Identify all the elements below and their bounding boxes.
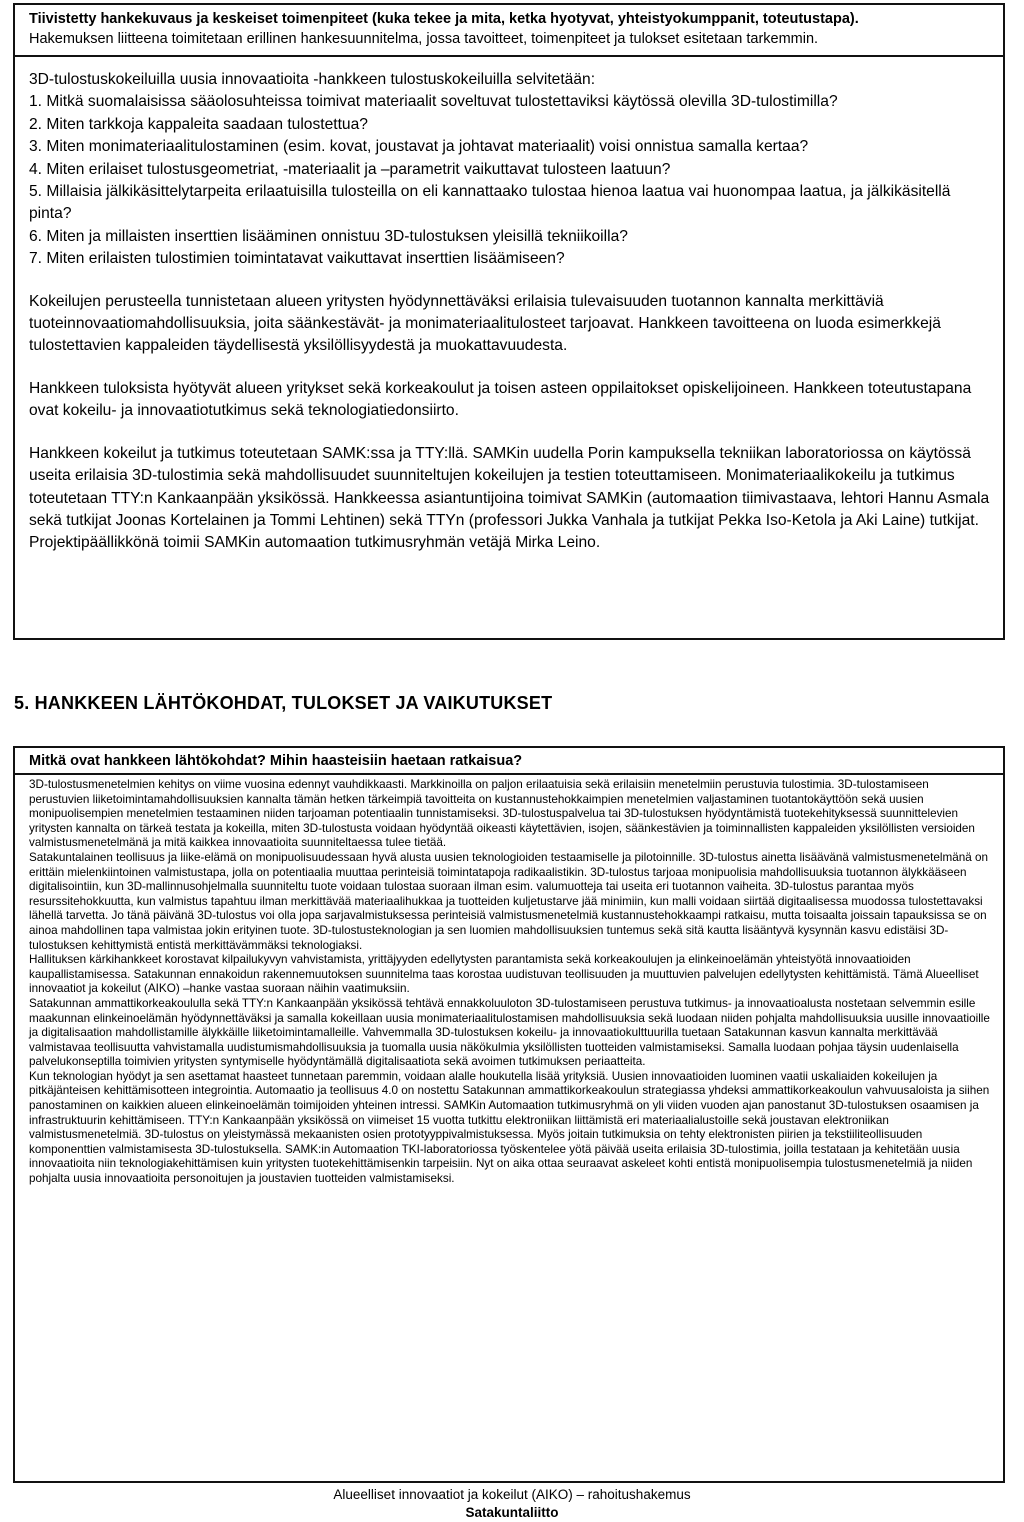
section5-paragraph: 3D-tulostusmenetelmien kehitys on viime vuosina edennyt vauhdikkaasti. Markkinoilla on paljon erilaatuisia sekä erilaisiin menetelmiin perustuvia tulostimia. 3D-tulostamiseen perustuvien liiketoimintamahdollisuuksien kannalta tämän hetken tärkeimpiä tavoitteita on kustannustehokkaimpien menetelmien valjastaminen tuotantokäyttöön sekä uusien monipuolisempien menetelmien testaaminen niiden tarjoaman potentiaalin tunnistamiseksi. 3D-tulostuspalvelua tai 3D-tulostuksen hyödyntämistä tuotekehityksessä suunnittelevien yritysten kannalta on tärkeä testata ja kokeilla, miten 3D-tulostusta voidaan hyödyntää oikeasti käytettävien, isojen, säänkestävien ja toiminnallisten kappaleiden yksilöllisten versioiden valmistusmenetelmänä ja mitä kaikkea innovaatioita suunniteltaessa tulee tietää.: [29, 778, 975, 850]
summary-header: [15, 5, 1003, 57]
question-item: 6. Miten ja millaisten inserttien lisääminen onnistuu 3D-tulostuksen yleisillä tekniikoilla?: [29, 227, 628, 245]
section-heading: 5. HANKKEEN LÄHTÖKOHDAT, TULOKSET JA VAIKUTUKSET: [14, 693, 553, 713]
summary-subtitle: Hakemuksen liitteena toimitetaan erillinen hankesuunnitelma, jossa tavoitteet, toimenpiteet ja tulokset esitetaan tarkemmin.: [29, 31, 819, 47]
section5-paragraph: Satakunnan ammattikorkeakoululla sekä TTY:n Kankaanpään yksikössä tehtävä ennakkoluuloton 3D-tulostamiseen perustuva tutkimus- ja innovaatioalusta nostetaan selvemmin esille maakunnan elinkeinoelämän hyödynnettäväksi ja samalla kokeillaan uusia monimateriaalitulostamisen mahdollisuuksia sekä luodaan niiden pohjalta mahdollisuuksia uusille innovaatioille ja digitalisaation mahdollistamille älykkäille liiketoimintamalleille. Vahvemmalla 3D-tulostuksen kokeilu- ja innovaatiokulttuurilla tuetaan Satakunnan kasvun kannalta merkittävää valmistavaa teollisuutta vahvistamalla uudistumismahdollisuuksia ja tuomalla uusia näkökulmia yksilöllisten tuotteiden valmistamiseksi. Samalla luodaan pohjaa täysin uudenlaisella palvelukonseptilla toimivien yritysten syntymiselle hyödyntämällä digitalisaatiota sekä avoimen tutkimuksen periaatteita.: [29, 996, 990, 1069]
summary-body: [29, 69, 995, 555]
summary-box: [13, 3, 1005, 640]
question-item: 3. Miten monimateriaalitulostaminen (esim. kovat, joustavat ja johtavat materiaalit) voisi onnistua samalla kertaa?: [29, 138, 809, 156]
summary-paragraph: Hankkeen kokeilut ja tutkimus toteutetaan SAMK:ssa ja TTY:llä. SAMKin uudella Porin kampuksella tekniikan laboratoriossa on käytössä useita erilaisia 3D-tulostimia sekä mahdollisuudet suunniteltujen kokeilujen ja testien toteuttamiseen. Monimateriaalikokeilu ja tutkimus toteutetaan TTY:n Kankaanpään yksikössä. Hankkeessa asiantuntijoina toimivat SAMKin (automaation tiimivastaava, lehtori Hannu Asmala sekä tutkijat Joonas Kortelainen ja Tommi Lehtinen) sekä TTYn (professori Jukka Vanhala ja tutkijat Pekka Iso-Ketola ja Aki Laine) tutkijat. Projektipäällikkönä toimii SAMKin automaation tutkimusryhmän vetäjä Mirka Leino.: [29, 444, 990, 552]
question-item: 1. Mitkä suomalaisissa sääolosuhteissa toimivat materiaalit soveltuvat tulostettaviksi käytössä olevilla 3D-tulostimilla?: [29, 93, 838, 111]
summary-paragraph: Hankkeen tuloksista hyötyvät alueen yritykset sekä korkeakoulut ja toisen asteen oppilaitokset opiskelijoineen. Hankkeen toteutustapana ovat kokeilu- ja innovaatiotutkimus sekä teknologiatiedonsiirto.: [29, 379, 972, 420]
section5-paragraph: Hallituksen kärkihankkeet korostavat kilpailukyvyn vahvistamista, yrittäjyyden edellytysten parantamista sekä korkeakoulujen ja elinkeinoelämän yhteistyötä innovaatioiden kaupallistamisessa. Satakunnan ennakoidun rakennemuutoksen suunnitelma taas korostaa uudistuvan teollisuuden ja muuttuvien palvelujen edellytysten kehittämistä. Tämä Alueelliset innovaatiot ja kokeilut (AIKO) –hanke vastaa suoraan näihin vaatimuksiin.: [29, 953, 979, 996]
section5-body: [29, 778, 991, 1187]
page-footer: [0, 1486, 1024, 1522]
question-item: 7. Miten erilaisten tulostimien toimintatavat vaikuttavat inserttien lisäämiseen?: [29, 250, 565, 268]
question-item: 4. Miten erilaiset tulostusgeometriat, -materiaalit ja –parametrit vaikuttavat tulosteen laatuun?: [29, 160, 671, 178]
section5-paragraph: Satakuntalainen teollisuus ja liike-elämä on monipuolisuudessaan hyvä alusta uusien teknologioiden testaamiselle ja pilotoinnille. 3D-tulostus ainetta lisäävänä valmistusmenetelmänä on erittäin mielenkiintoinen valmistustapa, jolla on potentiaalia muuttaa perinteisiä toimintatapoja radikaalistikin. 3D-tulostus tarjoaa monipuolisia mahdollisuuksia tuotannon älykkääseen digitalisointiin, kun 3D-mallinnusohjelmalla suunniteltu tuote voidaan tulostaa suoraan ilman esim. valumuotteja tai useita eri tuotannon vaiheita. 3D-tulostus parantaa myös resurssitehokkuutta, kun valmistus tapahtuu ilman merkittävää materiaalihukkaa ja tuotteiden kuljetustarve jää minimiin, kun malli voidaan siirtää digitaalisessa muodossa tulostettavaksi lähellä tarvetta. Jo tänä päivänä 3D-tulostus voi olla jopa sarjavalmistuksessa perinteisiä valmistusmenetelmiä kustannustehokkaampi ratkaisu, mutta toisaalta joissain tapauksissa se on ainoa mahdollinen tapa valmistaa jokin erityinen tuote. 3D-tulostusteknologian ja sen luomien mahdollisuuksien tuntemus sekä sitä kautta lisääntyvä kysynnän kasvu edistäisi 3D-tulostuksen kehittymistä entistä merkittävämmäksi teknologiaksi.: [29, 850, 988, 952]
summary-paragraph: Kokeilujen perusteella tunnistetaan alueen yritysten hyödynnettäväksi erilaisia tulevaisuuden tuotannon kannalta merkittäviä tuoteinnovaatiomahdollisuuksia, joita säänkestävät- ja monimateriaalitulosteet tarjoavat. Hankkeen tavoitteena on luoda esimerkkejä tulostettavien kappaleiden täydellisestä yksilöllisyydestä ja muokattavuudesta.: [29, 292, 941, 355]
summary-intro: 3D-tulostuskokeiluilla uusia innovaatioita -hankkeen tulostuskokeiluilla selvitetään:: [29, 71, 596, 88]
section5-box: [13, 746, 1005, 1483]
footer-line1: Alueelliset innovaatiot ja kokeilut (AIKO) – rahoitushakemus: [333, 1487, 691, 1502]
footer-line2: Satakuntaliitto: [465, 1505, 559, 1520]
section5-box-title: Mitkä ovat hankkeen lähtökohdat? Mihin haasteisiin haetaan ratkaisua?: [15, 748, 1003, 775]
summary-title: Tiivistetty hankekuvaus ja keskeiset toimenpiteet (kuka tekee ja mita, ketka hyotyvat, yhteistyokumppanit, toteutustapa).: [29, 11, 859, 27]
section5-paragraph: Kun teknologian hyödyt ja sen asettamat haasteet tunnetaan paremmin, voidaan alalle houkutella lisää yrityksiä. Uusien innovaatioiden luominen vaatii uskaliaiden kokeilujen ja pitkäjänteisen kehittämisotteen integrointia. Automaatio ja teollisuus 4.0 on nostettu Satakunnan ammattikorkeakoulun strategiassa yhdeksi ammattikorkeakoulun vahvuusaloista ja siihen panostaminen on kaikkien alueen elinkeinoelämän toimijoiden yhteinen intressi. SAMKin Automaation tutkimusryhmä on yli viiden vuoden ajan panostanut 3D-tulostuksen osaamisen ja infrastruktuurin kehittämiseen. TTY:n Kankaanpään yksikössä on viimeiset 15 vuotta tutkittu elektroniikan liittämistä eri materiaalialustoille sekä joustavan elektroniikan valmistusmenetelmiä. 3D-tulostus on yleistymässä mekaanisten osien prototyyppivalmistuksessa. Myös joitain tutkimuksia on tehty elektronisten piirien ja tekstiiliteollisuuden komponenttien valmistamisesta 3D-tulostuksella. SAMK:in Automaation TKI-laboratoriossa työskentelee yötä päivää useita erilaisia 3D-tulostimia, joilla testataan ja kehitetään uusia innovaatioita niin teknologiakehittämisen kuin yritysten tuotekehittämisenkin tarpeisiin. Nyt on aika ottaa seuraavat askeleet kohti entistä monipuolisempia tulostusmenetelmiä ja niiden pohjalta uusia innovaatioita personoitujen ja joustavien tuotteiden valmistamiseksi.: [29, 1069, 990, 1186]
question-item: 5. Millaisia jälkikäsittelytarpeita erilaatuisilla tulosteilla on eli kannattaako tulostaa hienoa laatua vai huonompaa laatua, ja jälkikäsitellä pinta?: [29, 183, 951, 223]
question-item: 2. Miten tarkkoja kappaleita saadaan tulostettua?: [29, 115, 368, 133]
